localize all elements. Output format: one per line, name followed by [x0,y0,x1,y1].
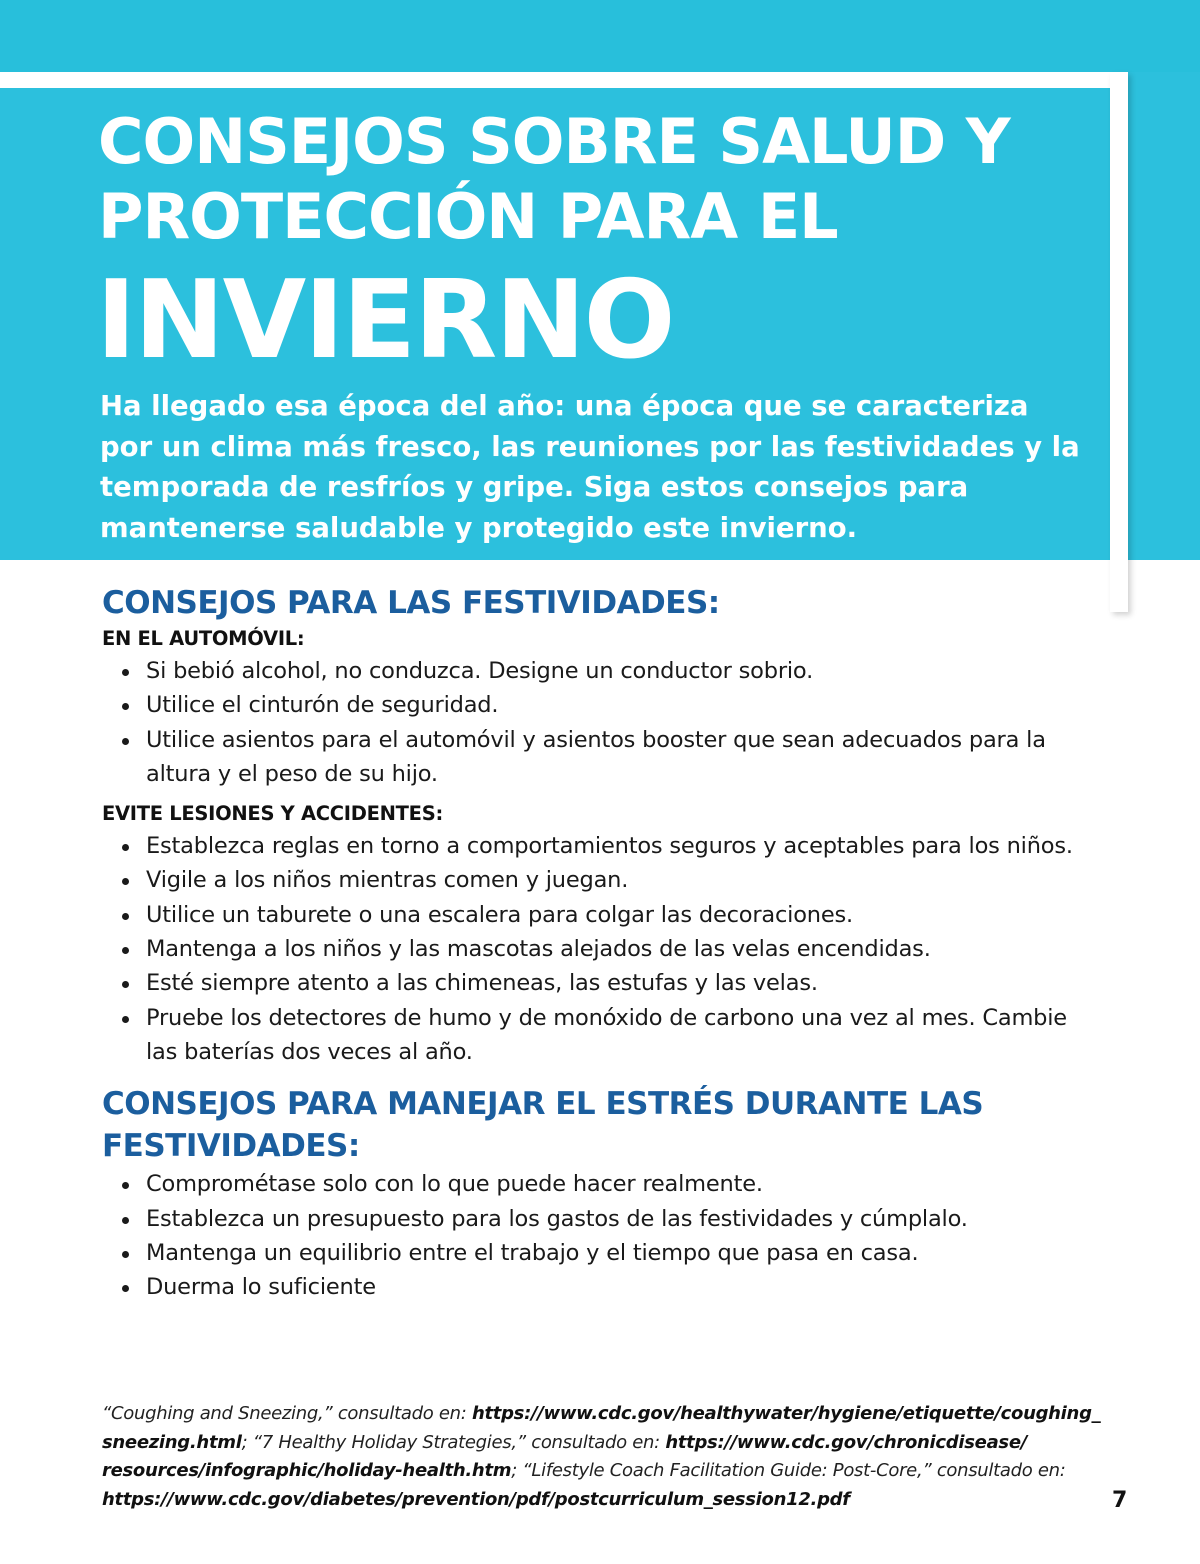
title-main-word: INVIERNO [96,258,674,383]
reference-1-link[interactable]: https://www.cdc.gov/healthywater/hygiene/etiquette/coughing_ sneezing.html [102,1403,1101,1453]
list-item: Duerma lo suficiente [102,1270,1102,1304]
frame-right-bar [1110,72,1128,612]
list-estres [102,1167,1102,1304]
list-lesiones [102,829,1102,1069]
list-item: Vigile a los niños mientras comen y juegan. [102,863,1102,897]
references-footnote [102,1400,1102,1514]
title-line-2: PROTECCIÓN PARA EL [98,180,838,253]
list-item: Establezca reglas en torno a comportamientos seguros y aceptables para los niños. [102,829,1102,863]
frame-top-bar [0,72,1128,88]
reference-3-text: ; “Lifestyle Coach Facilitation Guide: Post-Core,” consultado en: [511,1460,1066,1481]
subheading-lesiones: EVITE LESIONES Y ACCIDENTES: [102,802,443,826]
list-item: Mantenga un equilibrio entre el trabajo y el tiempo que pasa en casa. [102,1236,1102,1270]
list-item: Mantenga a los niños y las mascotas alejados de las velas encendidas. [102,932,1102,966]
section-heading-estres: CONSEJOS PARA MANEJAR EL ESTRÉS DURANTE LAS FESTIVIDADES: [102,1086,984,1165]
subheading-automovil: EN EL AUTOMÓVIL: [102,627,305,650]
reference-3-link[interactable]: https://www.cdc.gov/diabetes/prevention/pdf/postcurriculum_session12.pdf [102,1488,850,1510]
intro-paragraph: Ha llegado esa época del año: una época que se caracteriza por un clima más fresco, las reuniones por las festividades y la temporada de resfríos y gripe. Siga estos consejos para mantenerse saludable y protegido este invierno. [100,390,1080,544]
reference-1-text: “Coughing and Sneezing,” consultado en: [102,1403,472,1424]
banner-top-strip [0,0,1200,72]
list-item: Utilice el cinturón de seguridad. [102,688,1102,722]
list-automovil [102,654,1102,791]
reference-2-link[interactable]: https://www.cdc.gov/chronicdisease/ resources/infographic/holiday-health.htm [102,1431,1028,1481]
reference-2-text: ; “7 Healthy Holiday Strategies,” consultado en: [241,1431,666,1453]
main-content [102,582,1102,1304]
list-item: Utilice asientos para el automóvil y asientos booster que sean adecuados para la altura y el peso de su hijo. [102,723,1102,792]
list-item: Utilice un taburete o una escalera para colgar las decoraciones. [102,898,1102,932]
list-item: Si bebió alcohol, no conduzca. Designe un conductor sobrio. [102,654,1102,688]
list-item: Comprométase solo con lo que puede hacer realmente. [102,1167,1102,1201]
section-heading-festividades: CONSEJOS PARA LAS FESTIVIDADES: [102,585,720,621]
list-item: Establezca un presupuesto para los gastos de las festividades y cúmplalo. [102,1202,1102,1236]
title-line-1: CONSEJOS SOBRE SALUD Y [98,105,1010,178]
list-item: Esté siempre atento a las chimeneas, las estufas y las velas. [102,966,1102,1000]
page-number: 7 [1112,1488,1128,1513]
list-item: Pruebe los detectores de humo y de monóxido de carbono una vez al mes. Cambie las baterías dos veces al año. [102,1001,1102,1070]
